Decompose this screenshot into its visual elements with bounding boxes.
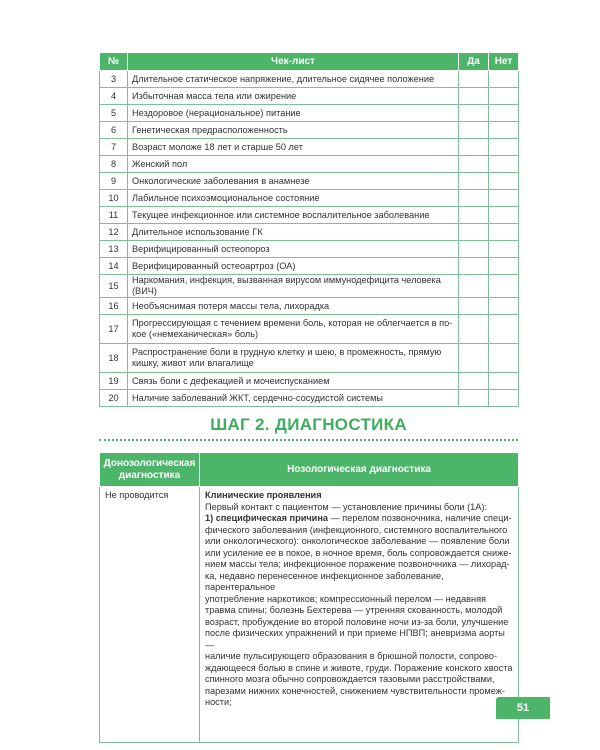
yes-checkbox-cell[interactable]	[459, 173, 489, 190]
yes-checkbox-cell[interactable]	[459, 344, 489, 373]
no-checkbox-cell[interactable]	[489, 207, 519, 224]
checklist-row	[100, 156, 519, 173]
checklist-header-row	[100, 53, 519, 71]
row-text: Необъяснимая потеря массы тела, лихорадка	[128, 298, 459, 315]
checklist-row	[100, 241, 519, 258]
yes-checkbox-cell[interactable]	[459, 298, 489, 315]
yes-checkbox-cell[interactable]	[459, 241, 489, 258]
prenosological-value: Не проводится	[100, 487, 200, 743]
checklist-row	[100, 275, 519, 298]
no-checkbox-cell[interactable]	[489, 390, 519, 407]
checklist-row	[100, 105, 519, 122]
header-prenosological-text: Донозологическая диагностика	[103, 457, 196, 481]
row-text: Распространение боли в грудную клетку и шею, в промежность, прямую кишку, живот или влагалище	[128, 344, 459, 373]
checklist-row	[100, 71, 519, 88]
no-checkbox-cell[interactable]	[489, 298, 519, 315]
checklist-row	[100, 298, 519, 315]
row-number: 17	[100, 315, 128, 344]
row-number: 13	[100, 241, 128, 258]
checklist-row	[100, 373, 519, 390]
row-number: 20	[100, 390, 128, 407]
no-checkbox-cell[interactable]	[489, 344, 519, 373]
row-number: 5	[100, 105, 128, 122]
row-text: Возраст моложе 18 лет и старше 50 лет	[128, 139, 459, 156]
yes-checkbox-cell[interactable]	[459, 390, 489, 407]
row-number: 19	[100, 373, 128, 390]
row-text: Наличие заболеваний ЖКТ, сердечно-сосудистой системы	[128, 390, 459, 407]
no-checkbox-cell[interactable]	[489, 315, 519, 344]
row-text: Избыточная масса тела или ожирение	[128, 88, 459, 105]
yes-checkbox-cell[interactable]	[459, 207, 489, 224]
row-number: 4	[100, 88, 128, 105]
header-item: Чек-лист	[128, 53, 459, 71]
no-checkbox-cell[interactable]	[489, 139, 519, 156]
checklist-row	[100, 390, 519, 407]
no-checkbox-cell[interactable]	[489, 173, 519, 190]
row-text: Текущее инфекционное или системное воспалительное заболевание	[128, 207, 459, 224]
checklist-row	[100, 122, 519, 139]
row-text: Длительное использование ГК	[128, 224, 459, 241]
no-checkbox-cell[interactable]	[489, 105, 519, 122]
row-text: Верифицированный остеоартроз (ОА)	[128, 258, 459, 275]
no-checkbox-cell[interactable]	[489, 224, 519, 241]
row-number: 9	[100, 173, 128, 190]
no-checkbox-cell[interactable]	[489, 71, 519, 88]
row-text: Длительное статическое напряжение, длительное сидячее положение	[128, 71, 459, 88]
checklist-row	[100, 207, 519, 224]
row-text: Наркомания, инфекция, вызванная вирусом иммунодефицита человека (ВИЧ)	[128, 275, 459, 298]
page-number: 51	[496, 697, 550, 719]
row-number: 16	[100, 298, 128, 315]
row-text: Женский пол	[128, 156, 459, 173]
row-number: 15	[100, 275, 128, 298]
row-text: Лабильное психоэмоциональное состояние	[128, 190, 459, 207]
checklist-row	[100, 315, 519, 344]
checklist-body	[100, 71, 519, 407]
yes-checkbox-cell[interactable]	[459, 156, 489, 173]
nosological-content	[200, 487, 519, 743]
yes-checkbox-cell[interactable]	[459, 224, 489, 241]
yes-checkbox-cell[interactable]	[459, 71, 489, 88]
clinical-intro: Первый контакт с пациентом — установление причины боли (1А):	[205, 501, 488, 512]
diagnosis-table	[99, 452, 519, 743]
row-number: 10	[100, 190, 128, 207]
checklist-table	[99, 52, 519, 407]
step-title: ШАГ 2. ДИАГНОСТИКА	[210, 415, 407, 434]
checklist-row	[100, 139, 519, 156]
yes-checkbox-cell[interactable]	[459, 275, 489, 298]
header-prenosological	[100, 453, 200, 487]
row-number: 12	[100, 224, 128, 241]
specific-cause-label: 1) специфическая причина	[205, 513, 328, 523]
checklist-row	[100, 258, 519, 275]
row-text: Верифицированный остеопороз	[128, 241, 459, 258]
no-checkbox-cell[interactable]	[489, 241, 519, 258]
yes-checkbox-cell[interactable]	[459, 88, 489, 105]
specific-cause-text: 1) специфическая причина — перелом позвоночника, наличие специ- фического заболевания (инфекционного, системного воспалительного или онкологического): онкологическое заболевание — появление боли или усиление ее в покое, в ночное время, боль сопровождается сниже- нием массы тела; инфекционное поражение позвоночника — лихорад- ка, недавно перенесенное инфекционное заболевание, парентеральное употребление наркотиков; компрессионный перелом — недавняя травма спины; болезнь Бехтерева — утренняя скованность, молодой возраст, пробуждение во второй половине ночи из-за боли, улучшение после физических упражнений и при приеме НПВП; аневризма аорты — наличие пульсирующего образования в брюшной полости, сопрово- ждающееся болью в спине и животе, груди. Поражение конского хвоста спинного мозга обычно сопровождается тазовыми расстройствами, парезами нижних конечностей, снижением чувствительности промеж- ности;	[205, 513, 513, 707]
checklist-row	[100, 190, 519, 207]
row-number: 6	[100, 122, 128, 139]
header-yes: Да	[459, 53, 489, 71]
row-text: Связь боли с дефекацией и мочеиспусканием	[128, 373, 459, 390]
checklist-row	[100, 88, 519, 105]
row-number: 11	[100, 207, 128, 224]
row-number: 8	[100, 156, 128, 173]
checklist-row	[100, 344, 519, 373]
no-checkbox-cell[interactable]	[489, 156, 519, 173]
checklist-row	[100, 224, 519, 241]
yes-checkbox-cell[interactable]	[459, 315, 489, 344]
yes-checkbox-cell[interactable]	[459, 139, 489, 156]
diagnosis-row	[100, 487, 519, 743]
row-text: Прогрессирующая с течением времени боль, которая не облегчается в по- кое («немеханическая» боль)	[128, 315, 459, 344]
yes-checkbox-cell[interactable]	[459, 258, 489, 275]
yes-checkbox-cell[interactable]	[459, 122, 489, 139]
no-checkbox-cell[interactable]	[489, 275, 519, 298]
no-checkbox-cell[interactable]	[489, 88, 519, 105]
dotted-divider	[99, 439, 518, 441]
row-number: 14	[100, 258, 128, 275]
diagnosis-header-row	[100, 453, 519, 487]
row-number: 3	[100, 71, 128, 88]
checklist-row	[100, 173, 519, 190]
yes-checkbox-cell[interactable]	[459, 373, 489, 390]
clinical-title: Клинические проявления	[205, 490, 322, 500]
row-number: 7	[100, 139, 128, 156]
no-checkbox-cell[interactable]	[489, 373, 519, 390]
no-checkbox-cell[interactable]	[489, 122, 519, 139]
header-no: Нет	[489, 53, 519, 71]
row-number: 18	[100, 344, 128, 373]
no-checkbox-cell[interactable]	[489, 190, 519, 207]
row-text: Онкологические заболевания в анамнезе	[128, 173, 459, 190]
row-text: Генетическая предрасположенность	[128, 122, 459, 139]
header-num: №	[100, 53, 128, 71]
yes-checkbox-cell[interactable]	[459, 190, 489, 207]
header-nosological: Нозологическая диагностика	[200, 453, 519, 487]
yes-checkbox-cell[interactable]	[459, 105, 489, 122]
no-checkbox-cell[interactable]	[489, 258, 519, 275]
row-text: Нездоровое (нерациональное) питание	[128, 105, 459, 122]
